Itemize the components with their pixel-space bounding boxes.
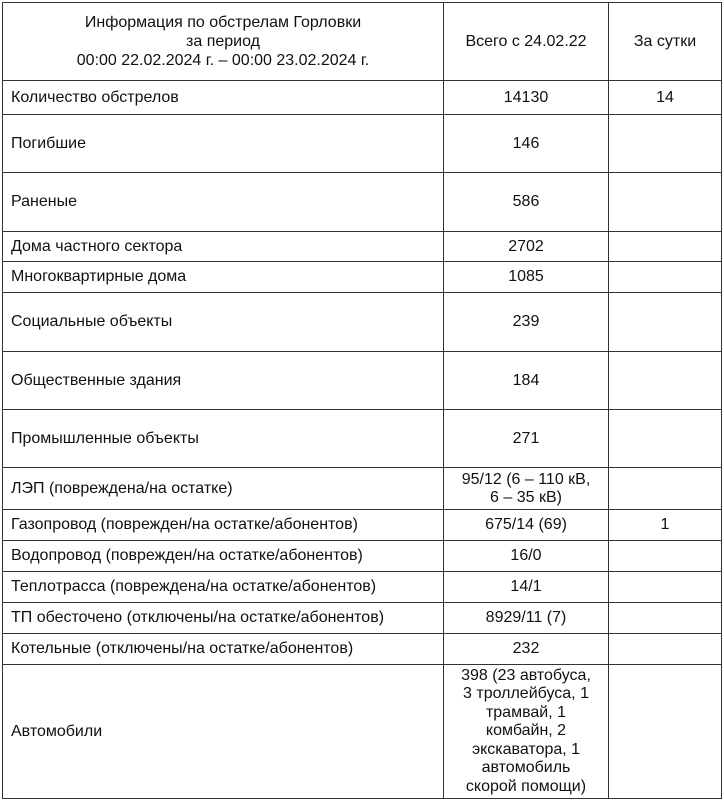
row-day [609,232,722,262]
row-label-cell [3,541,444,572]
table-row [3,634,722,665]
row-label-cell [3,634,444,665]
table-row [3,352,722,410]
row-note: (поврежден/на остатке/абонентов) [96,516,358,533]
row-label: Теплотрасса [11,578,106,595]
row-day [609,173,722,232]
row-total [444,468,609,510]
row-total: 184 [444,352,609,410]
table-row [3,293,722,352]
row-total: 1085 [444,262,609,293]
row-total: 586 [444,173,609,232]
row-total-line: автомобиль [481,759,571,777]
row-day: 1 [609,510,722,541]
row-label: Многоквартирные дома [3,262,444,293]
row-label-cell [3,468,444,510]
row-total-line: 6 – 35 кВ) [490,488,562,506]
title-line-2: за период [186,33,260,50]
row-total: 271 [444,410,609,468]
row-total-line: экскаватора, 1 [471,740,581,758]
row-day [609,468,722,510]
row-note: (отключены/на остатке/абонентов) [91,640,354,657]
row-label: Социальные объекты [3,293,444,352]
table-row [3,262,722,293]
row-day [609,603,722,634]
row-total: 16/0 [444,541,609,572]
table-title-cell [3,3,444,81]
table-row [3,115,722,173]
row-total: 14130 [444,81,609,115]
table-row [3,572,722,603]
row-day [609,293,722,352]
table-row [3,510,722,541]
table-row [3,468,722,510]
row-day: 14 [609,81,722,115]
row-note: (повреждена/на остатке) [44,479,233,497]
row-label: Котельные [11,640,92,657]
row-note: (отключены/на остатке/абонентов) [122,609,385,626]
row-total: 8929/11 (7) [444,603,609,634]
header-total: Всего с 24.02.22 [444,3,609,81]
row-day [609,410,722,468]
row-total-line: трамвай, 1 [485,703,567,721]
row-label: Автомобили [3,665,444,799]
row-total-line: комбайн, 2 [485,722,567,740]
row-total [444,665,609,799]
row-label: Общественные здания [3,352,444,410]
row-total-line: 95/12 (6 – 110 кВ, [461,470,591,488]
row-day [609,262,722,293]
table-row [3,173,722,232]
shelling-info-table [2,2,722,799]
table-row [3,232,722,262]
row-day [609,541,722,572]
title-line-1: Информация по обстрелам Горловки [84,14,362,31]
row-label: Газопровод [11,516,97,533]
table-header-row [3,3,722,81]
row-label-cell [3,603,444,634]
row-label: Раненые [3,173,444,232]
row-day [609,115,722,173]
row-day [609,572,722,603]
row-label: Водопровод [11,547,102,564]
row-total-line: 398 (23 автобуса, [461,666,591,684]
row-label: ЛЭП [11,479,45,497]
row-total: 675/14 (69) [444,510,609,541]
row-day [609,634,722,665]
row-total-line: 3 троллейбуса, 1 [463,685,589,703]
row-day [609,352,722,410]
row-note: (повреждена/на остатке/абонентов) [105,578,377,595]
row-label: Количество обстрелов [3,81,444,115]
row-day [609,665,722,799]
row-total: 146 [444,115,609,173]
row-total: 14/1 [444,572,609,603]
row-label-cell [3,510,444,541]
row-total: 232 [444,634,609,665]
row-note: (поврежден/на остатке/абонентов) [101,547,363,564]
row-total: 239 [444,293,609,352]
row-label: ТП обесточено [11,609,123,626]
table-row [3,410,722,468]
table-row [3,603,722,634]
row-label-cell [3,572,444,603]
row-total: 2702 [444,232,609,262]
row-total-line: скорой помощи) [465,777,587,795]
table-row [3,665,722,799]
header-day: За сутки [609,3,722,81]
row-label: Промышленные объекты [3,410,444,468]
table-row [3,81,722,115]
row-label: Дома частного сектора [3,232,444,262]
row-label: Погибшие [3,115,444,173]
title-line-3: 00:00 22.02.2024 г. – 00:00 23.02.2024 г. [76,52,370,69]
table-row [3,541,722,572]
